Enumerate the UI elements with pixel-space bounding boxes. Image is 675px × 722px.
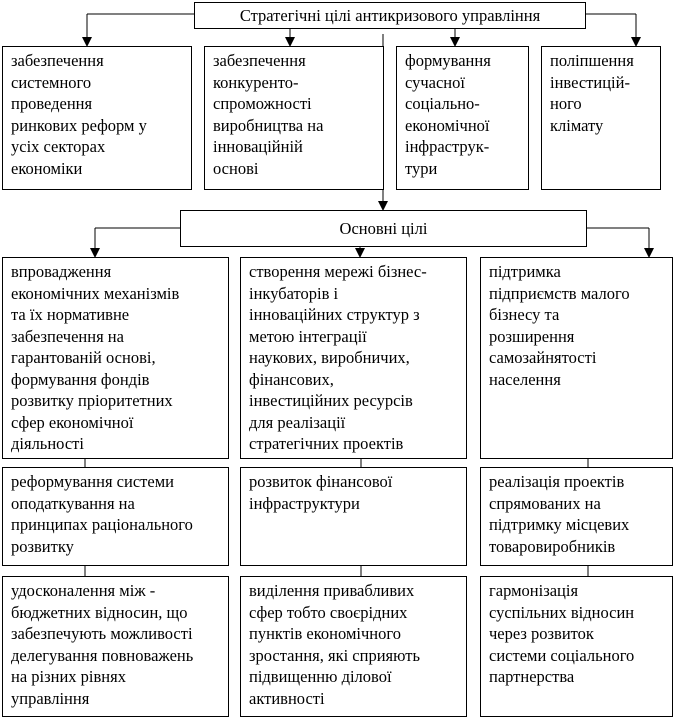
goal-box-c2-r1 bbox=[240, 257, 467, 459]
diagram-title: Стратегічні цілі антикризового управління bbox=[239, 5, 541, 25]
strategic-goal-text: забезпечення конкуренто- спроможності виробництва на інноваційній основі bbox=[213, 51, 324, 178]
strategic-goal-box-4 bbox=[541, 46, 661, 190]
goal-text: підтримка підприємств малого бізнесу та розширення самозайнятості населення bbox=[489, 262, 630, 389]
goal-text: реалізація проектів спрямованих на підтримку місцевих товаровиробників bbox=[489, 472, 630, 556]
main-goals-label: Основні цілі bbox=[339, 218, 428, 238]
strategic-goal-text: забезпечення системного проведення ринкових реформ у усіх секторах економіки bbox=[11, 51, 147, 178]
goal-text: створення мережі бізнес- інкубаторів і інноваційних структур з метою інтеграції наукових, виробничих, фінансових, інвестиційних ресурсів для реалізації стратегічних проектів bbox=[249, 262, 427, 453]
goal-box-c3-r2 bbox=[480, 467, 673, 566]
goal-text: реформування системи оподаткування на принципах раціонального розвитку bbox=[11, 472, 193, 556]
strategic-goal-box-3 bbox=[396, 46, 529, 190]
goal-box-c2-r3 bbox=[240, 576, 467, 717]
goal-box-c3-r3 bbox=[480, 576, 673, 717]
strategic-goal-text: поліпшення інвестицій- ного клімату bbox=[550, 51, 634, 135]
strategic-goal-box-1 bbox=[2, 46, 192, 190]
goal-box-c2-r2 bbox=[240, 467, 467, 566]
main-goals-box bbox=[180, 210, 587, 247]
goal-text: розвиток фінансової інфраструктури bbox=[249, 472, 393, 513]
goal-box-c1-r3 bbox=[2, 576, 229, 717]
strategic-goal-box-2 bbox=[204, 46, 384, 190]
goal-box-c1-r1 bbox=[2, 257, 229, 459]
title-box bbox=[194, 2, 586, 29]
strategic-goal-text: формування сучасної соціально- економічної інфраструк- тури bbox=[405, 51, 491, 178]
goal-box-c1-r2 bbox=[2, 467, 229, 566]
goal-text: удосконалення між - бюджетних відносин, що забезпечують можливості делегування повноважень на різних рівнях управління bbox=[11, 581, 194, 708]
goal-text: гармонізація суспільних відносин через розвиток системи соціального партнерства bbox=[489, 581, 635, 686]
goal-text: виділення привабливих сфер тобто своєрідних пунктів економічного зростання, які сприяють підвищенню ділової активності bbox=[249, 581, 420, 708]
goal-box-c3-r1 bbox=[480, 257, 673, 459]
goal-text: впровадження економічних механізмів та їх нормативне забезпечення на гарантованій основі, формування фондів розвитку пріоритетних сфер економічної діяльності bbox=[11, 262, 180, 453]
